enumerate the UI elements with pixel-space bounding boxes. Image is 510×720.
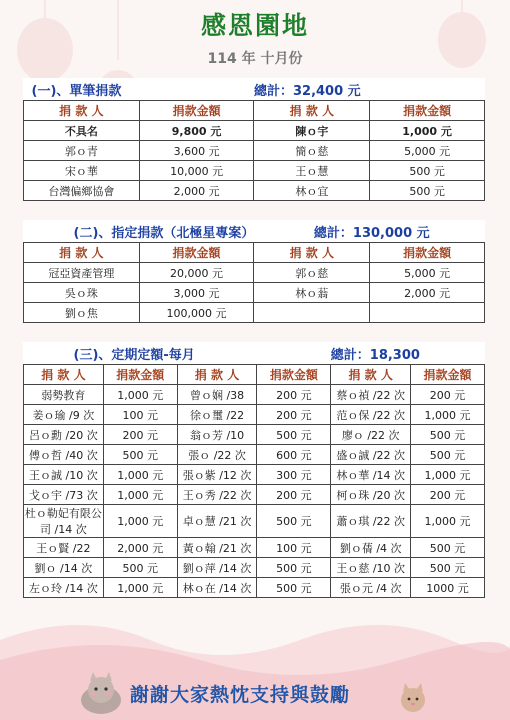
donation-amount-cell: 500 元 — [103, 558, 177, 578]
donor-name-cell: 王ｏ誠 /10 次 — [24, 465, 104, 485]
table-row — [24, 141, 485, 161]
donation-amount-cell: 500 元 — [370, 161, 485, 181]
donation-amount-cell: 5,000 元 — [370, 263, 485, 283]
thanks-message: 謝謝大家熱忱支持與鼓勵 — [130, 684, 351, 706]
column-header: 捐款金額 — [370, 101, 485, 121]
section1-total: 總計：32,400 元 — [253, 83, 361, 99]
section3-header-row — [24, 365, 485, 385]
donor-name-cell: 劉ｏ蒨 /4 次 — [331, 538, 411, 558]
table-row — [24, 385, 485, 405]
donation-amount-cell: 500 元 — [103, 445, 177, 465]
column-header: 捐款金額 — [139, 101, 254, 121]
donation-amount-cell: 200 元 — [411, 485, 485, 505]
donor-name-cell: 呂ｏ勳 /20 次 — [24, 425, 104, 445]
table-row — [24, 121, 485, 141]
donor-name-cell: 劉ｏ萍 /14 次 — [177, 558, 257, 578]
donation-amount-cell: 1,000 元 — [103, 505, 177, 538]
donation-amount-cell: 500 元 — [411, 425, 485, 445]
donation-amount-cell: 200 元 — [257, 405, 331, 425]
column-header: 捐 款 人 — [24, 243, 140, 263]
section3-total: 總計：18,300 — [330, 347, 420, 363]
section2-total: 總計：130,000 元 — [313, 225, 430, 241]
donor-name-cell: 翁ｏ芳 /10 — [177, 425, 257, 445]
donation-amount-cell — [370, 303, 485, 323]
cat-right-icon — [398, 682, 428, 716]
donation-amount-cell: 1,000 元 — [103, 465, 177, 485]
donor-name-cell: 宋ｏ華 — [24, 161, 140, 181]
donor-name-cell: 林ｏ在 /14 次 — [177, 578, 257, 598]
table-row — [24, 538, 485, 558]
table-row — [24, 405, 485, 425]
section2-heading: (二)、指定捐款（北極星專案） — [73, 225, 255, 241]
donor-name-cell: 林ｏ宜 — [254, 181, 370, 201]
donation-amount-cell: 500 元 — [411, 445, 485, 465]
donor-name-cell: 卓ｏ慧 /21 次 — [177, 505, 257, 538]
donor-name-cell: 張ｏ /22 次 — [177, 445, 257, 465]
donor-name-cell: 王ｏ慈 /10 次 — [331, 558, 411, 578]
table-row — [24, 303, 485, 323]
donation-amount-cell: 1,000 元 — [103, 485, 177, 505]
column-header: 捐款金額 — [103, 365, 177, 385]
donation-amount-cell: 20,000 元 — [139, 263, 254, 283]
page-subtitle: 114 年 十月份 — [207, 51, 303, 67]
donor-name-cell: 吳ｏ珠 — [24, 283, 140, 303]
donor-name-cell: 劉ｏ焦 — [24, 303, 140, 323]
column-header: 捐款金額 — [139, 243, 254, 263]
donation-amount-cell: 100,000 元 — [139, 303, 254, 323]
column-header: 捐款金額 — [257, 365, 331, 385]
donor-name-cell: 徐ｏ璽 /22 — [177, 405, 257, 425]
donor-name-cell: 郭ｏ青 — [24, 141, 140, 161]
donor-name-cell: 劉ｏ /14 次 — [24, 558, 104, 578]
donor-name-cell: 張ｏ紫 /12 次 — [177, 465, 257, 485]
donation-amount-cell: 1000 元 — [411, 578, 485, 598]
donation-amount-cell: 100 元 — [103, 405, 177, 425]
table-row — [24, 263, 485, 283]
donor-name-cell: 林ｏ華 /14 次 — [331, 465, 411, 485]
donor-name-cell: 王ｏ秀 /22 次 — [177, 485, 257, 505]
column-header: 捐 款 人 — [177, 365, 257, 385]
table-row — [24, 505, 485, 538]
table-row — [24, 181, 485, 201]
table-row — [24, 161, 485, 181]
donor-name-cell: 張ｏ元 /4 次 — [331, 578, 411, 598]
donor-name-cell: 蔡ｏ禎 /22 次 — [331, 385, 411, 405]
donation-amount-cell: 500 元 — [411, 558, 485, 578]
donation-amount-cell: 500 元 — [257, 558, 331, 578]
donor-name-cell: 簡ｏ慈 — [254, 141, 370, 161]
table-row — [24, 485, 485, 505]
section1-header-row — [24, 101, 485, 121]
donor-name-cell: 姜ｏ瑜 /9 次 — [24, 405, 104, 425]
section1-heading: (一)、單筆捐款 — [31, 83, 122, 99]
donation-amount-cell: 5,000 元 — [370, 141, 485, 161]
donation-amount-cell: 500 元 — [411, 538, 485, 558]
donor-name-cell: 不具名 — [24, 121, 140, 141]
donation-amount-cell: 1,000 元 — [103, 385, 177, 405]
donor-name-cell: 范ｏ保 /22 次 — [331, 405, 411, 425]
column-header: 捐 款 人 — [24, 365, 104, 385]
donor-name-cell: 蕭ｏ琪 /22 次 — [331, 505, 411, 538]
donor-name-cell: 曾ｏ娴 /38 — [177, 385, 257, 405]
column-header: 捐 款 人 — [254, 101, 370, 121]
donor-name-cell: 柯ｏ珠 /20 次 — [331, 485, 411, 505]
donation-amount-cell: 2,000 元 — [370, 283, 485, 303]
donor-name-cell: 林ｏ蓊 — [254, 283, 370, 303]
donor-name-cell: 台灣偏鄉協會 — [24, 181, 140, 201]
donation-amount-cell: 1,000 元 — [103, 578, 177, 598]
column-header: 捐 款 人 — [331, 365, 411, 385]
donor-name-cell: 王ｏ賢 /22 — [24, 538, 104, 558]
donor-name-cell: 盛ｏ誠 /22 次 — [331, 445, 411, 465]
monthly-donation-table — [23, 342, 485, 598]
table-row — [24, 425, 485, 445]
donor-name-cell: 郭ｏ慈 — [254, 263, 370, 283]
table-row — [24, 445, 485, 465]
donation-amount-cell: 500 元 — [257, 425, 331, 445]
donation-amount-cell: 2,000 元 — [139, 181, 254, 201]
donor-name-cell: 廖ｏ /22 次 — [331, 425, 411, 445]
donation-amount-cell: 2,000 元 — [103, 538, 177, 558]
table-row — [24, 465, 485, 485]
donation-amount-cell: 1,000 元 — [411, 505, 485, 538]
donation-amount-cell: 200 元 — [257, 385, 331, 405]
column-header: 捐款金額 — [411, 365, 485, 385]
donation-amount-cell: 3,600 元 — [139, 141, 254, 161]
table-row — [24, 283, 485, 303]
donation-amount-cell: 1,000 元 — [411, 465, 485, 485]
designated-donation-table — [23, 220, 485, 323]
donor-name-cell: 杜ｏ勒妃有限公司 /14 次 — [24, 505, 104, 538]
table-row — [24, 578, 485, 598]
section2-header-row — [24, 243, 485, 263]
donor-name-cell — [254, 303, 370, 323]
donor-name-cell: 傅ｏ哲 /40 次 — [24, 445, 104, 465]
donation-amount-cell: 200 元 — [103, 425, 177, 445]
donation-amount-cell: 200 元 — [411, 385, 485, 405]
donor-name-cell: 黃ｏ翰 /21 次 — [177, 538, 257, 558]
page-title: 感恩園地 — [200, 11, 309, 40]
donation-amount-cell: 500 元 — [370, 181, 485, 201]
donation-amount-cell: 600 元 — [257, 445, 331, 465]
table-row — [24, 558, 485, 578]
column-header: 捐 款 人 — [254, 243, 370, 263]
donation-amount-cell: 1,000 元 — [370, 121, 485, 141]
donation-amount-cell: 10,000 元 — [139, 161, 254, 181]
donor-name-cell: 王ｏ慧 — [254, 161, 370, 181]
column-header: 捐 款 人 — [24, 101, 140, 121]
donation-amount-cell: 9,800 元 — [139, 121, 254, 141]
donation-amount-cell: 3,000 元 — [139, 283, 254, 303]
column-header: 捐款金額 — [370, 243, 485, 263]
donor-name-cell: 左ｏ玲 /14 次 — [24, 578, 104, 598]
cat-left-icon — [78, 672, 124, 716]
donor-name-cell: 陳ｏ宇 — [254, 121, 370, 141]
donation-amount-cell: 500 元 — [257, 578, 331, 598]
donor-name-cell: 冠亞資產管理 — [24, 263, 140, 283]
section3-heading: (三)、定期定額-每月 — [73, 347, 195, 363]
single-donation-table — [23, 78, 485, 201]
donation-amount-cell: 200 元 — [257, 485, 331, 505]
donation-amount-cell: 300 元 — [257, 465, 331, 485]
donor-name-cell: 弱勢教育 — [24, 385, 104, 405]
donation-amount-cell: 500 元 — [257, 505, 331, 538]
donor-name-cell: 戈ｏ宇 /73 次 — [24, 485, 104, 505]
donation-amount-cell: 1,000 元 — [411, 405, 485, 425]
donation-amount-cell: 100 元 — [257, 538, 331, 558]
